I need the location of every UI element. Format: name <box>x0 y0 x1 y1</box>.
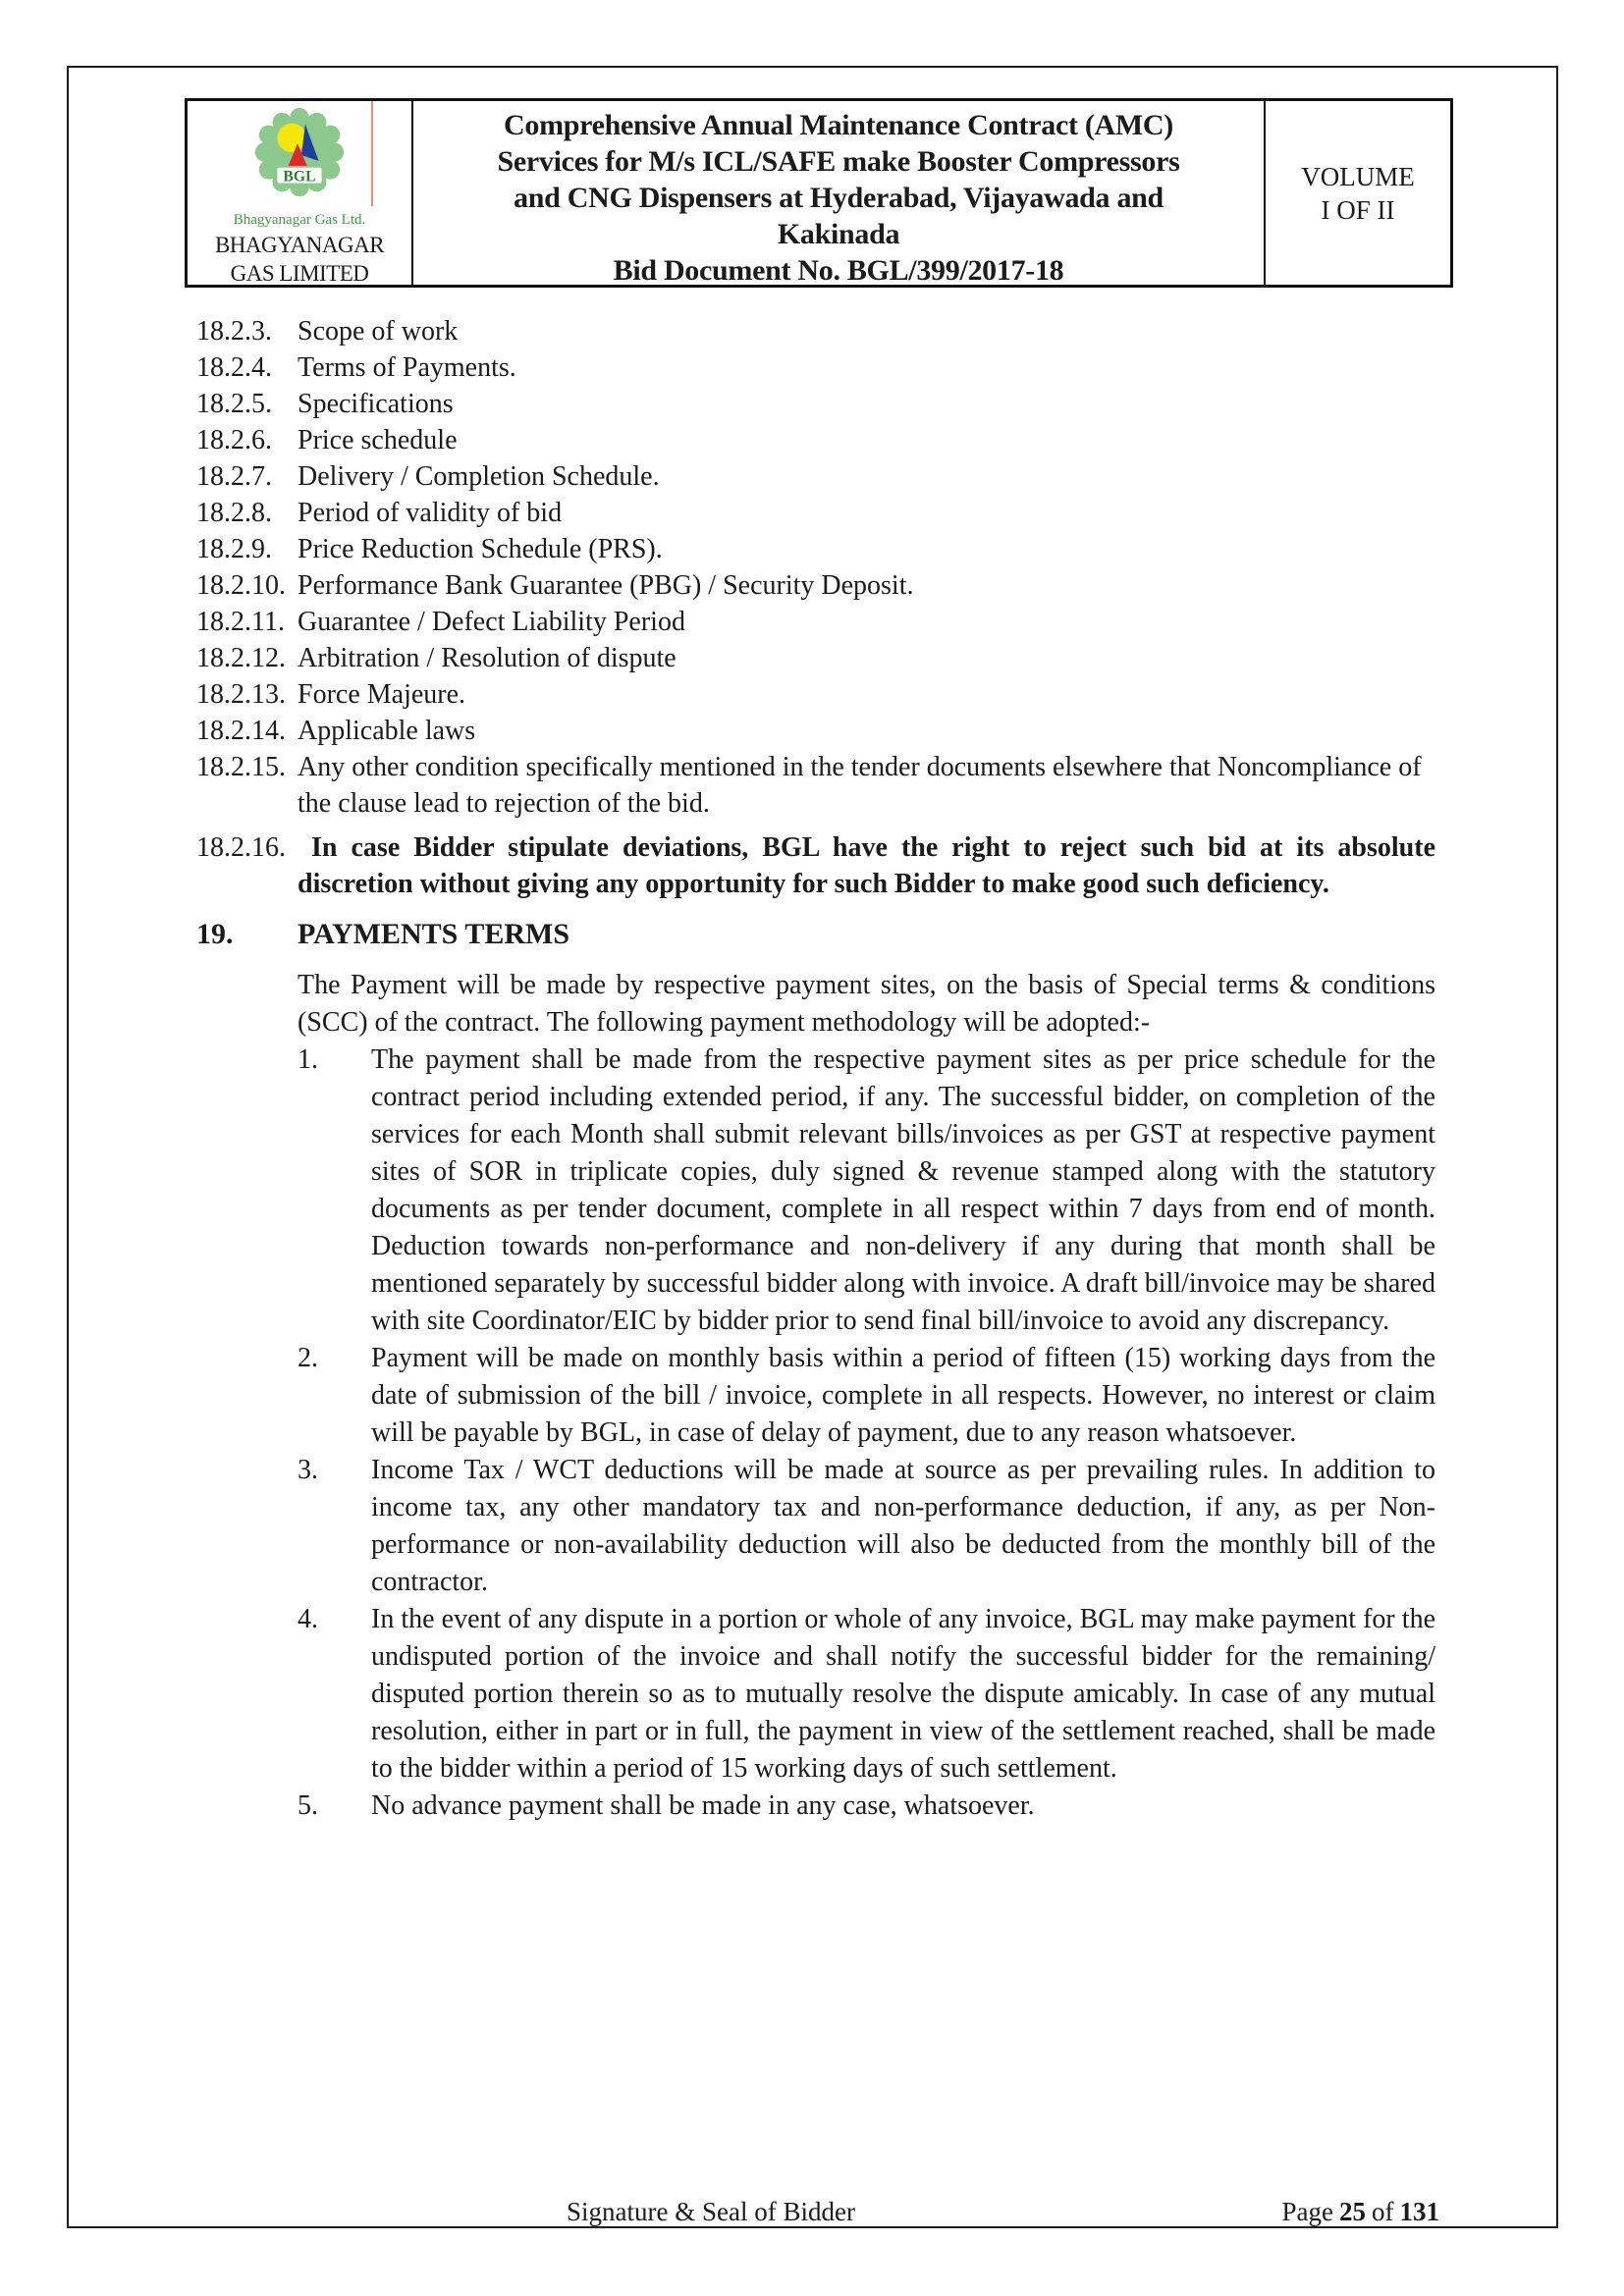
clause-item <box>196 495 1435 531</box>
clause-item <box>196 386 1435 422</box>
clause-number: 18.2.10. <box>196 570 286 601</box>
signature-label: Signature & Seal of Bidder <box>567 2197 855 2226</box>
item-number: 3. <box>298 1455 318 1485</box>
item-number: 2. <box>298 1343 318 1373</box>
doc-title-line: Services for M/s ICL/SAFE make Booster Compressors <box>497 145 1180 178</box>
clause-item <box>196 640 1435 676</box>
clause-item <box>196 676 1435 713</box>
clause-number: 18.2.6. <box>196 425 272 455</box>
clause-item <box>196 829 1435 902</box>
clause-number: 18.2.13. <box>196 679 286 710</box>
clause-text: Period of validity of bid <box>298 498 563 528</box>
clause-text: Arbitration / Resolution of dispute <box>298 643 677 673</box>
page-total: 131 <box>1399 2197 1439 2226</box>
numbered-item-list <box>298 1041 1435 1825</box>
page-current: 25 <box>1339 2197 1366 2226</box>
volume-line1: VOLUME <box>1301 161 1415 191</box>
item-text: Payment will be made on monthly basis within a period of fifteen (15) working days from the date of submission of the bill / invoice, complete in all respects. However, no interest or claim will be payable by BGL, in case of delay of payment, due to any reason whatsoever. <box>371 1343 1435 1448</box>
item-number: 5. <box>298 1790 318 1821</box>
clause-text: Price Reduction Schedule (PRS). <box>298 534 663 564</box>
header-table <box>185 98 1453 288</box>
company-name-line2: GAS LIMITED <box>230 261 369 286</box>
numbered-item <box>298 1601 1435 1788</box>
doc-title-line: Kakinada <box>777 218 900 250</box>
section-heading <box>196 916 1435 953</box>
item-number: 4. <box>298 1604 318 1634</box>
doc-title-line: Bid Document No. BGL/399/2017-18 <box>613 254 1064 287</box>
clause-item <box>196 567 1435 604</box>
company-name-line1: BHAGYANAGAR <box>214 233 385 257</box>
clause-number: 18.2.15. <box>196 752 286 782</box>
numbered-item <box>298 1788 1435 1825</box>
clause-number: 18.2.7. <box>196 461 272 492</box>
clause-text: Terms of Payments. <box>298 352 516 383</box>
item-text: The payment shall be made from the respective payment sites as per price schedule for the contract period including extended period, if any. The successful bidder, on completion of the services for each Month shall submit relevant bills/invoices as per GST at respective payment sites of SOR in triplicate copies, duly signed & revenue stamped along with the statutory documents as per tender document, complete in all respect within 7 days from end of month. Deduction towards non-performance and non-delivery if any during that month shall be mentioned separately by successful bidder along with invoice. A draft bill/invoice may be shared with site Coordinator/EIC by bidder prior to send final bill/invoice to avoid any discrepancy. <box>371 1044 1435 1336</box>
clause-text: Scope of work <box>298 316 459 347</box>
doc-title-line: and CNG Dispensers at Hyderabad, Vijayawada and <box>514 182 1164 214</box>
section-intro: The Payment will be made by respective payment sites, on the basis of Special terms & conditions (SCC) of the contract. The following payment methodology will be adopted:- <box>298 970 1435 1038</box>
logo-caption: Bhagyanagar Gas Ltd. <box>233 212 366 228</box>
clause-number: 18.2.14. <box>196 716 286 746</box>
section-title: PAYMENTS TERMS <box>298 918 570 950</box>
clause-text: Guarantee / Defect Liability Period <box>298 607 685 637</box>
clause-list <box>196 313 1435 902</box>
section-number: 19. <box>196 918 234 950</box>
clause-item <box>196 313 1435 349</box>
clause-text: Price schedule <box>298 425 458 455</box>
clause-text: Delivery / Completion Schedule. <box>298 461 660 492</box>
clause-item <box>196 713 1435 749</box>
clause-item <box>196 349 1435 386</box>
item-text: Income Tax / WCT deductions will be made at source as per prevailing rules. In addition to income tax, any other mandatory tax and non-performance deduction, if any, as per Non-performance or non-availability deduction will also be deducted from the monthly bill of the contractor. <box>371 1455 1435 1597</box>
clause-number: 18.2.3. <box>196 316 272 347</box>
clause-number: 18.2.5. <box>196 389 272 419</box>
clause-number: 18.2.12. <box>196 643 286 673</box>
svg-text:BGL: BGL <box>283 168 316 186</box>
clause-text: Force Majeure. <box>298 679 466 710</box>
clause-text: Applicable laws <box>298 716 476 746</box>
clause-item <box>196 458 1435 495</box>
numbered-item <box>298 1340 1435 1452</box>
header-volume-cell <box>1266 101 1450 285</box>
numbered-item <box>298 1452 1435 1601</box>
clause-number: 18.2.11. <box>196 607 285 637</box>
clause-text: Performance Bank Guarantee (PBG) / Security Deposit. <box>298 570 914 601</box>
clause-text: Any other condition specifically mentioned in the tender documents elsewhere that Noncompliance of the clause lead to rejection of the bid. <box>298 752 1422 819</box>
numbered-item <box>298 1041 1435 1340</box>
item-text: No advance payment shall be made in any case, whatsoever. <box>371 1790 1035 1821</box>
page-prefix: Page <box>1281 2197 1333 2226</box>
clause-item <box>196 531 1435 567</box>
clause-text: In case Bidder stipulate deviations, BGL have the right to reject such bid at its absolute discretion without giving any opportunity for such Bidder to make good such deficiency. <box>298 832 1435 899</box>
header-title-cell <box>413 101 1266 285</box>
clause-number: 18.2.16. <box>196 832 286 863</box>
document-body <box>196 313 1435 1825</box>
item-text: In the event of any dispute in a portion or whole of any invoice, BGL may make payment for the undisputed portion of the invoice and shall notify the successful bidder for the remaining/ disputed portion therein so as to mutually resolve the dispute amicably. In case of any mutual resolution, either in part or in full, the payment in view of the settlement reached, shall be made to the bidder within a period of 15 working days of such settlement. <box>371 1604 1435 1784</box>
volume-line2: I OF II <box>1321 194 1395 225</box>
clause-text: Specifications <box>298 389 454 419</box>
page-number <box>1282 2198 1439 2226</box>
clause-item <box>196 749 1435 822</box>
scan-artifact-line <box>371 101 373 206</box>
clause-number: 18.2.9. <box>196 534 272 564</box>
clause-item <box>196 422 1435 458</box>
item-number: 1. <box>298 1044 318 1075</box>
clause-number: 18.2.8. <box>196 498 272 528</box>
clause-item <box>196 604 1435 640</box>
company-name <box>215 231 384 288</box>
page-of: of <box>1372 2197 1394 2226</box>
doc-title-line: Comprehensive Annual Maintenance Contract (AMC) <box>504 109 1173 141</box>
bgl-logo-icon <box>242 107 357 214</box>
clause-number: 18.2.4. <box>196 352 272 383</box>
header-logo-cell <box>188 101 413 285</box>
